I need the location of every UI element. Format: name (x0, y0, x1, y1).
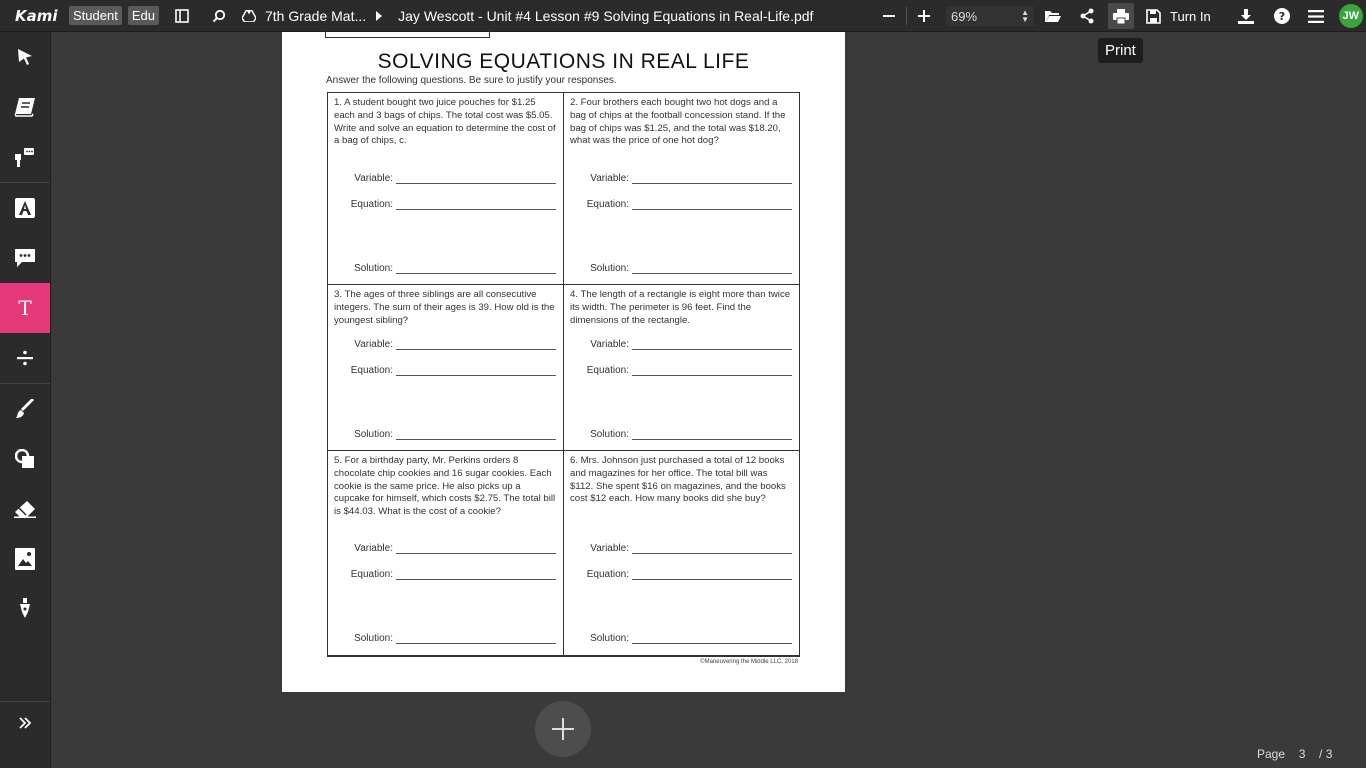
download-icon[interactable] (1233, 3, 1259, 29)
name-box (325, 30, 490, 38)
solution-answer-line[interactable] (396, 273, 556, 274)
total-pages: / 3 (1319, 747, 1333, 761)
search-icon[interactable] (206, 3, 232, 29)
equation-label: Equation: (586, 199, 629, 210)
equation-label: Equation: (586, 365, 629, 376)
solution-answer-line[interactable] (632, 273, 792, 274)
zoom-in-icon[interactable] (911, 3, 937, 29)
question-text-2: 2. Four brothers each bought two hot dogs and a bag of chips at the football concession stand. If the bag of chips was $1.25, and the total was $18.20, what was the price of one hot dog? (570, 97, 786, 147)
question-cell-1[interactable] (327, 92, 564, 285)
add-page-button[interactable] (535, 701, 591, 757)
share-icon[interactable] (1074, 3, 1100, 29)
save-icon[interactable] (1140, 3, 1166, 29)
variable-answer-line[interactable] (396, 349, 556, 350)
document-instructions: Answer the following questions. Be sure to justify your responses. (326, 75, 617, 86)
turn-in-button[interactable]: Turn In (1170, 8, 1211, 24)
select-tool-icon[interactable] (0, 32, 50, 82)
plus-icon (552, 718, 574, 740)
svg-text:T: T (18, 299, 32, 317)
shapes-tool-icon[interactable] (0, 434, 50, 484)
top-toolbar (0, 0, 1366, 32)
question-text-5: 5. For a birthday party, Mr. Perkins orders 8 chocolate chip cookies and 16 sugar cookies. Each cookie is the same price. He also picks up a cupcake for himself, which costs $2.75. The total bill is $44.03. What is the cost of a cookie? (334, 455, 556, 518)
toolbar-divider (906, 7, 907, 25)
current-page-input[interactable]: 3 (1298, 747, 1306, 761)
solution-label: Solution: (354, 429, 393, 440)
dictionary-tool-icon[interactable] (0, 132, 50, 182)
solution-label: Solution: (590, 429, 629, 440)
solution-answer-line[interactable] (396, 643, 556, 644)
question-text-4: 4. The length of a rectangle is eight more than twice its width. The perimeter is 96 feet. Find the dimensions of the rectangle. (570, 289, 791, 326)
question-cell-6[interactable] (563, 450, 800, 657)
zoom-select[interactable] (945, 5, 1035, 27)
breadcrumb-chevron-icon (366, 3, 392, 29)
reader-tool-icon[interactable] (0, 82, 50, 132)
eraser-tool-icon[interactable] (0, 484, 50, 534)
sidebar-toggle-icon[interactable] (169, 3, 195, 29)
document-title: SOLVING EQUATIONS IN REAL LIFE (377, 50, 750, 73)
equation-answer-line[interactable] (632, 579, 792, 580)
variable-label: Variable: (590, 173, 629, 184)
solution-label: Solution: (354, 633, 393, 644)
equation-label: Equation: (350, 199, 393, 210)
equation-label: Equation: (350, 569, 393, 580)
drawing-tool-icon[interactable] (0, 384, 50, 434)
file-name: Jay Wescott - Unit #4 Lesson #9 Solving Equations in Real-Life.pdf (398, 7, 814, 24)
solution-label: Solution: (354, 263, 393, 274)
question-cell-4[interactable] (563, 284, 800, 451)
equation-answer-line[interactable] (396, 375, 556, 376)
comment-tool-icon[interactable] (0, 233, 50, 283)
zoom-value: 69% (951, 8, 978, 24)
question-text-6: 6. Mrs. Johnson just purchased a total of 12 books and magazines for her office. The total bill was $112. She spent $16 on magazines, and the books cost $12 each. How many books did she buy? (570, 455, 786, 505)
variable-answer-line[interactable] (632, 183, 792, 184)
page-indicator (1257, 747, 1332, 761)
variable-label: Variable: (590, 339, 629, 350)
variable-answer-line[interactable] (632, 553, 792, 554)
svg-text:?: ? (1278, 10, 1285, 23)
question-cell-3[interactable] (327, 284, 564, 451)
variable-label: Variable: (354, 339, 393, 350)
solution-answer-line[interactable] (632, 643, 792, 644)
equation-answer-line[interactable] (396, 579, 556, 580)
user-avatar[interactable]: JW (1339, 4, 1363, 28)
menu-icon[interactable] (1303, 3, 1329, 29)
select-arrows-icon: ▲ ▼ (1021, 8, 1029, 24)
tools-sidebar (0, 32, 51, 768)
variable-answer-line[interactable] (632, 349, 792, 350)
kami-logo: Kami (15, 6, 58, 25)
print-icon[interactable] (1108, 3, 1134, 29)
print-tooltip: Print (1098, 38, 1143, 63)
solution-label: Solution: (590, 633, 629, 644)
student-badge: Student (69, 6, 122, 25)
question-text-1: 1. A student bought two juice pouches for $1.25 each and 3 bags of chips. The total cost was $5.05. Write and solve an equation to determine the cost of a bag of chips, c. (334, 97, 556, 147)
equation-answer-line[interactable] (632, 209, 792, 210)
solution-answer-line[interactable] (632, 439, 792, 440)
question-cell-5[interactable] (327, 450, 564, 657)
equation-answer-line[interactable] (632, 375, 792, 376)
equation-answer-line[interactable] (396, 209, 556, 210)
help-icon[interactable] (1269, 3, 1295, 29)
variable-answer-line[interactable] (396, 553, 556, 554)
page-label: Page (1257, 747, 1286, 761)
signature-tool-icon[interactable] (0, 584, 50, 634)
copyright-notice: ©Maneuvering the Middle LLC, 2018 (700, 659, 798, 665)
questions-grid (327, 92, 800, 656)
variable-label: Variable: (590, 543, 629, 554)
question-cell-2[interactable] (563, 92, 800, 285)
google-drive-icon (236, 3, 262, 29)
highlighter-tool-icon[interactable] (0, 183, 50, 233)
document-page[interactable] (282, 32, 845, 692)
solution-label: Solution: (590, 263, 629, 274)
equation-label: Equation: (350, 365, 393, 376)
equation-tool-icon[interactable] (0, 333, 50, 383)
variable-label: Variable: (354, 173, 393, 184)
text-tool-icon[interactable] (0, 283, 50, 333)
variable-label: Variable: (354, 543, 393, 554)
solution-answer-line[interactable] (396, 439, 556, 440)
open-folder-icon[interactable] (1040, 3, 1066, 29)
question-text-3: 3. The ages of three siblings are all consecutive integers. The sum of their ages is 39. How old is the youngest sibling? (334, 289, 555, 326)
image-tool-icon[interactable] (0, 534, 50, 584)
edu-badge: Edu (128, 6, 159, 25)
expand-sidebar-icon[interactable] (0, 698, 50, 748)
equation-label: Equation: (586, 569, 629, 580)
folder-breadcrumb[interactable]: 7th Grade Mat... (264, 7, 367, 24)
zoom-out-icon[interactable] (876, 3, 902, 29)
variable-answer-line[interactable] (396, 183, 556, 184)
